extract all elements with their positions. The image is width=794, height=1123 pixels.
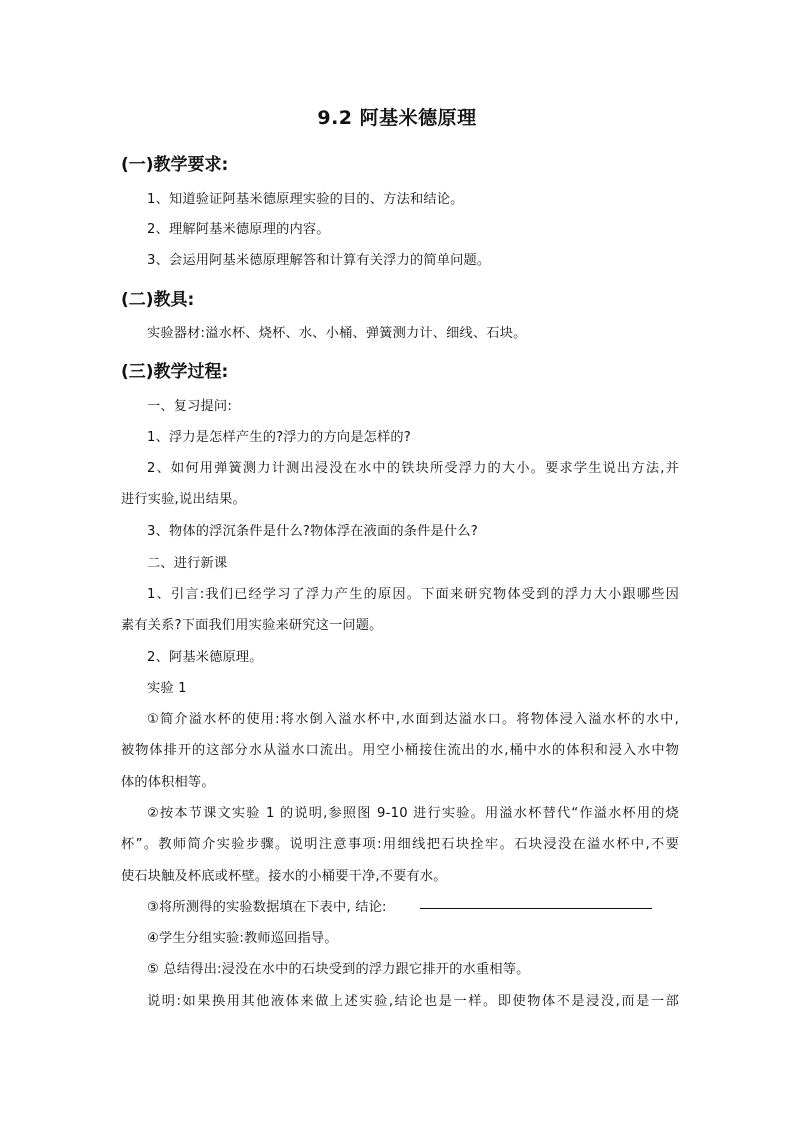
intro-paragraph-continued: 素有关系?下面我们用实验来研究这一问题。 (121, 618, 383, 633)
step-paragraph-continued: 杯”。教师简介实验步骤。说明注意事项:用细线把石块拴牢。石块浸没在溢水杯中,不要 (121, 837, 679, 852)
note-paragraph: 说明:如果换用其他液体来做上述实验,结论也是一样。即使物体不是浸没,而是一部 (147, 994, 679, 1009)
page-title: 9.2 阿基米德原理 (317, 107, 477, 129)
requirement-item: 3、会运用阿基米德原理解答和计算有关浮力的简单问题。 (147, 253, 491, 268)
review-question: 2、如何用弹簧测力计测出浸没在水中的铁块所受浮力的大小。要求学生说出方法,并 (147, 461, 679, 476)
review-question-continued: 进行实验,说出结果。 (121, 492, 246, 507)
review-question: 1、浮力是怎样产生的?浮力的方向是怎样的? (147, 430, 411, 445)
step-paragraph: ②按本节课文实验 1 的说明,参照图 9-10 进行实验。用溢水杯替代“作溢水杯用的烧 (147, 806, 679, 821)
step-paragraph-continued: 被物体排开的这部分水从溢水口流出。用空小桶接住流出的水,桶中水的体积和浸入水中物 (121, 743, 679, 758)
requirement-item: 1、知道验证阿基米德原理实验的目的、方法和结论。 (147, 192, 464, 207)
step-paragraph: ④学生分组实验:教师巡回指导。 (147, 931, 338, 946)
step-paragraph: ⑤ 总结得出:浸没在水中的石块受到的浮力跟它排开的水重相等。 (147, 962, 530, 977)
section-heading-equipment: (二)教具: (121, 290, 195, 310)
review-question: 3、物体的浮沉条件是什么?物体浮在液面的条件是什么? (147, 524, 478, 539)
principle-heading: 2、阿基米德原理。 (147, 650, 263, 665)
section-heading-requirements: (一)教学要求: (121, 155, 229, 175)
section-heading-process: (三)教学过程: (121, 362, 229, 382)
equipment-text: 实验器材:溢水杯、烧杯、水、小桶、弹簧测力计、细线、石块。 (147, 326, 527, 341)
requirement-item: 2、理解阿基米德原理的内容。 (147, 222, 330, 237)
review-heading: 一、复习提问: (147, 399, 232, 414)
step-paragraph-continued: 体的体积相等。 (121, 775, 215, 790)
experiment-label: 实验 1 (147, 681, 187, 696)
step-paragraph: ①简介溢水杯的使用:将水倒入溢水杯中,水面到达溢水口。将物体浸入溢水杯的水中, (147, 712, 679, 727)
new-lesson-heading: 二、进行新课 (147, 556, 228, 571)
conclusion-blank-line (420, 908, 652, 909)
intro-paragraph: 1、引言:我们已经学习了浮力产生的原因。下面来研究物体受到的浮力大小跟哪些因 (147, 587, 679, 602)
step-paragraph: ③将所测得的实验数据填在下表中, 结论: (147, 900, 387, 915)
step-paragraph-continued: 使石块触及杯底或杯壁。接水的小桶要干净,不要有水。 (121, 869, 447, 884)
